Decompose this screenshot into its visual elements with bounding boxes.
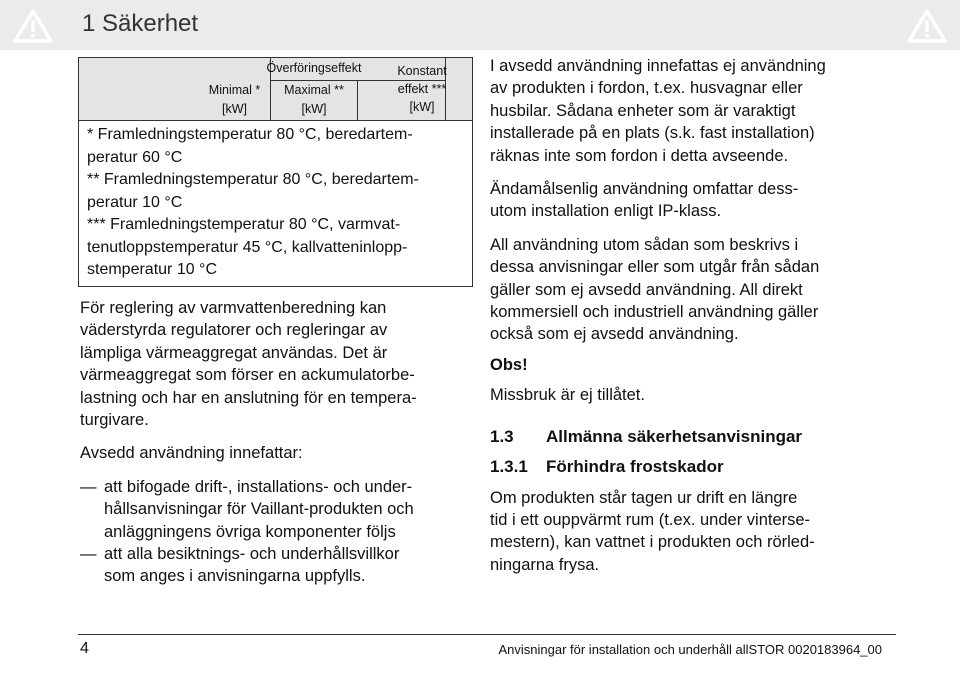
obs-text: Missbruk är ej tillåtet. xyxy=(490,386,645,405)
paragraph-frost: Om produkten står tagen ur drift en längre tid i ett ouppvärmt rum (t.ex. under vinterse- mestern), kan vattnet i produkten och rörled- ningarna frysa. xyxy=(490,488,815,574)
page-number: 4 xyxy=(80,640,89,657)
obs-label: Obs! xyxy=(490,355,528,374)
right-column xyxy=(490,55,890,576)
section-heading-1-3-1: 1.3.1 Förhindra frostskador xyxy=(490,457,724,477)
power-table xyxy=(78,57,473,287)
footer-divider xyxy=(78,634,896,635)
paragraph-regulation: För reglering av varmvattenberedning kan väderstyrda regulatorer och regleringar av lämpliga värmeaggregat användas. Det är värmeaggregat som förser en ackumulatorbe- lastning och har en anslutning för en tempera- turgivare. xyxy=(80,299,417,430)
left-margin-band xyxy=(0,0,67,50)
paragraph-improper-use: All användning utom sådan som beskrivs i dessa anvisningar eller som utgår från sådan gäller som ej avsedd användning. All direkt kommersiell och industriell användning gäller också som ej avsedd användning. xyxy=(490,235,820,344)
left-column xyxy=(80,297,475,588)
paragraph-intended-use: Avsedd användning innefattar: xyxy=(80,444,303,463)
right-margin-band xyxy=(896,0,960,50)
col-max-header: Maximal ** [kW] xyxy=(284,83,344,116)
paragraph-ip-class: Ändamålsenlig användning omfattar dess- utom installation enligt IP-klass. xyxy=(490,180,799,221)
page-title: 1 Säkerhet xyxy=(82,10,199,37)
table-group-header: Överföringseffekt xyxy=(266,61,362,75)
paragraph-vehicles: I avsedd användning innefattas ej användning av produkten i fordon, t.ex. husvagnar eller husbilar. Sådana enheter som är varaktigt installerade på en plats (s.k. fast installation) räknas inte som fordon i detta avseende. xyxy=(490,57,826,165)
footer-text: Anvisningar för installation och underhåll allSTOR 0020183964_00 xyxy=(498,642,882,657)
table-notes: * Framledningstemperatur 80 °C, beredartem- peratur 60 °C ** Framledningstemperatur 80 °C, beredartem- peratur 10 °C *** Framledningstemperatur 80 °C, varmvat- tenutloppstemperatur 45 °C, kallvatteninlopp- stemperatur 10 °C xyxy=(87,126,419,278)
list-item: — att alla besiktnings- och underhållsvillkor som anges i anvisningarna uppfylls. xyxy=(80,543,475,588)
section-heading-1-3: 1.3 Allmänna säkerhetsanvisningar xyxy=(490,426,803,446)
list-item: — att bifogade drift-, installations- och under- hållsanvisningar för Vaillant-produkten och anläggningens övriga komponenter följs xyxy=(80,476,475,543)
col-const-header: Konstant effekt *** [kW] xyxy=(397,64,447,114)
warning-triangle-icon xyxy=(13,9,53,43)
intended-use-list xyxy=(80,476,475,588)
col-min-header: Minimal * [kW] xyxy=(208,83,261,116)
warning-triangle-icon xyxy=(907,9,947,43)
